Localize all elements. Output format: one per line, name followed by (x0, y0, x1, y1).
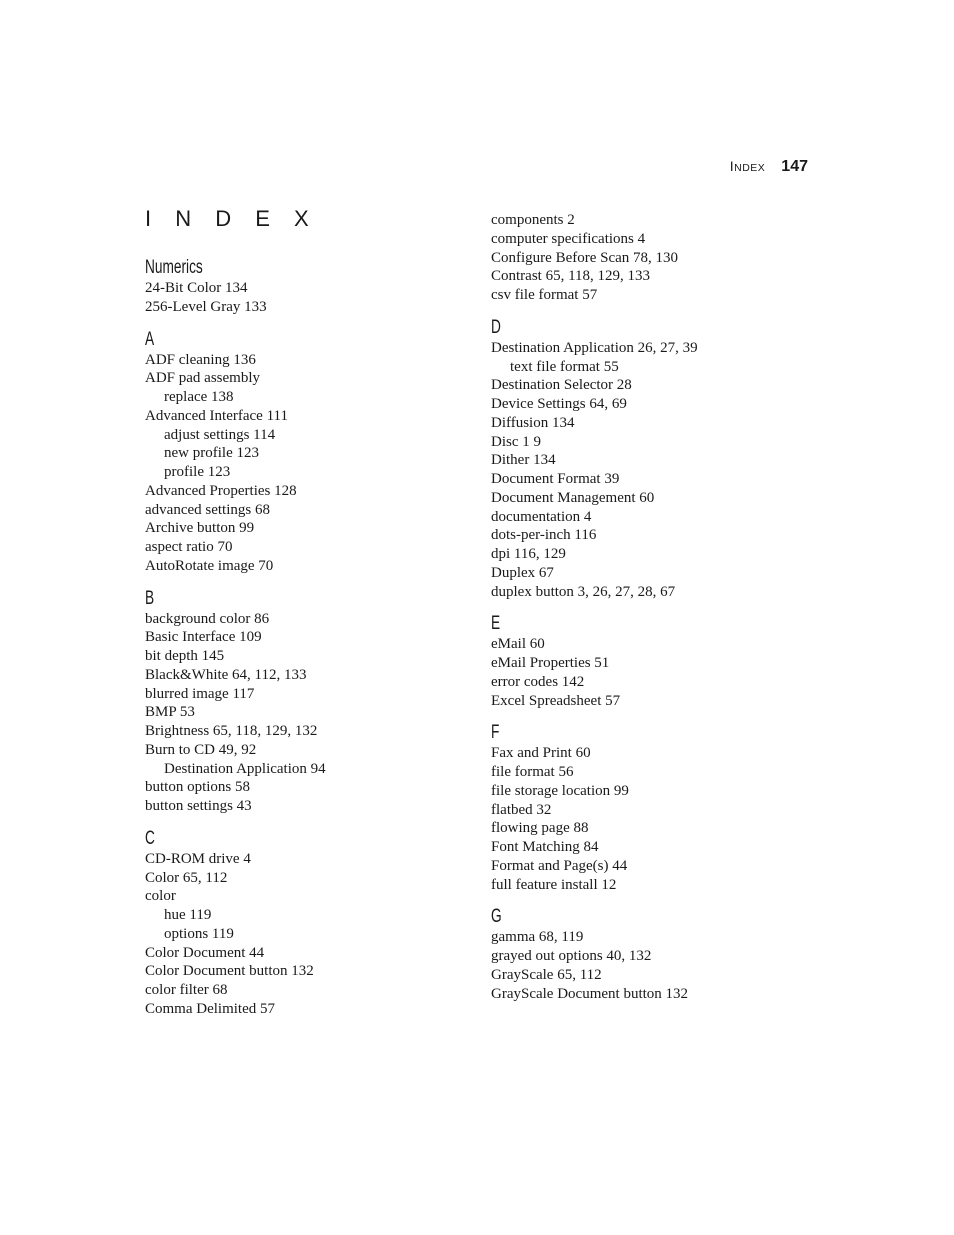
index-subentry: text file format 55 (510, 358, 619, 375)
index-entry: Comma Delimited 57 (145, 1000, 275, 1017)
index-entry: Font Matching 84 (491, 839, 599, 855)
index-entry: csv file format 57 (491, 287, 598, 303)
index-entry: Archive button 99 (145, 520, 255, 537)
index-column-left (145, 257, 445, 1019)
index-entry: 24-Bit Color 134 (145, 280, 248, 296)
section-letter: B (145, 587, 155, 609)
index-entry: flatbed 32 (491, 801, 552, 818)
section-letter: F (491, 722, 500, 744)
index-entry: blurred image 117 (145, 685, 255, 702)
index-subentry: replace 138 (164, 389, 234, 405)
index-subentry: profile 123 (164, 464, 231, 480)
index-entry: Brightness 65, 118, 129, 132 (145, 723, 318, 739)
index-entry: dpi 116, 129 (491, 546, 566, 562)
index-entry: Disc 1 9 (491, 433, 541, 450)
index-entry: Document Management 60 (491, 489, 655, 506)
index-entry: GrayScale 65, 112 (491, 966, 602, 983)
index-entry: Burn to CD 49, 92 (145, 741, 257, 758)
index-entry: flowing page 88 (491, 820, 589, 837)
index-entry: 256-Level Gray 133 (145, 298, 267, 315)
index-entry: GrayScale Document button 132 (491, 985, 689, 1002)
index-subentry: adjust settings 114 (164, 426, 276, 443)
index-entry: Dither 134 (491, 452, 556, 469)
index-entry: grayed out options 40, 132 (491, 948, 652, 964)
index-entry: Fax and Print 60 (491, 745, 591, 762)
index-entry: Contrast 65, 118, 129, 133 (491, 268, 651, 285)
index-entry: Excel Spreadsheet 57 (491, 692, 621, 709)
index-entry: error codes 142 (491, 673, 585, 690)
index-entry: Advanced Interface 111 (145, 407, 288, 424)
index-entry: Basic Interface 109 (145, 629, 262, 646)
index-entry: background color 86 (145, 610, 270, 627)
running-head (730, 158, 808, 176)
index-entry: Configure Before Scan 78, 130 (491, 249, 679, 266)
index-entry: Document Format 39 (491, 471, 620, 487)
section-letter: D (491, 316, 501, 338)
index-entry: Diffusion 134 (491, 414, 575, 431)
index-entry: Black&White 64, 112, 133 (145, 666, 307, 683)
index-entry: file format 56 (491, 764, 574, 780)
index-entry: color filter 68 (145, 982, 228, 998)
index-title: I N D E X (145, 206, 318, 231)
index-subentry: hue 119 (164, 907, 212, 923)
index-entry: Color 65, 112 (145, 869, 228, 886)
index-entry: Destination Application 26, 27, 39 (491, 339, 698, 356)
index-entry: Destination Selector 28 (491, 377, 632, 394)
index-entry: duplex button 3, 26, 27, 28, 67 (491, 583, 676, 600)
section-letter: C (145, 827, 155, 849)
index-column-right (491, 211, 791, 1003)
index-entry: Duplex 67 (491, 564, 554, 581)
section-letter: E (491, 613, 501, 635)
index-subentry: new profile 123 (164, 445, 259, 462)
index-entry: computer specifications 4 (491, 230, 646, 247)
index-entry: button options 58 (145, 779, 251, 796)
index-entry: full feature install 12 (491, 876, 617, 893)
index-entry: BMP 53 (145, 704, 195, 721)
index-subentry: Destination Application 94 (164, 760, 326, 777)
page-number: 147 (781, 158, 808, 175)
index-entry: Color Document 44 (145, 944, 265, 961)
index-entry: components 2 (491, 212, 575, 228)
index-entry: eMail 60 (491, 636, 545, 653)
running-head-section-initial: I (729, 158, 735, 174)
index-entry: Device Settings 64, 69 (491, 396, 627, 412)
index-entry: Advanced Properties 128 (145, 482, 297, 499)
index-entry: documentation 4 (491, 508, 592, 525)
index-entry: dots-per-inch 116 (491, 527, 597, 544)
index-entry: CD-ROM drive 4 (145, 850, 251, 867)
index-entry: aspect ratio 70 (145, 539, 233, 555)
index-entry: button settings 43 (145, 798, 252, 814)
running-head-section (730, 158, 766, 174)
index-entry: gamma 68, 119 (491, 929, 584, 946)
index-subentry: options 119 (164, 925, 234, 942)
index-entry: ADF cleaning 136 (145, 351, 256, 368)
index-entry: eMail Properties 51 (491, 655, 610, 671)
index-entry: color (145, 888, 176, 905)
section-letter: G (491, 906, 502, 928)
index-entry: bit depth 145 (145, 648, 225, 664)
index-entry: file storage location 99 (491, 782, 629, 799)
index-entry: Color Document button 132 (145, 963, 314, 980)
index-entry: ADF pad assembly (145, 370, 260, 387)
section-letter: Numerics (145, 257, 203, 278)
index-entry: AutoRotate image 70 (145, 557, 274, 574)
index-entry: Format and Page(s) 44 (491, 857, 628, 874)
running-head-section-rest: NDEX (734, 162, 766, 174)
section-letter: A (145, 328, 155, 350)
index-entry: advanced settings 68 (145, 501, 270, 518)
